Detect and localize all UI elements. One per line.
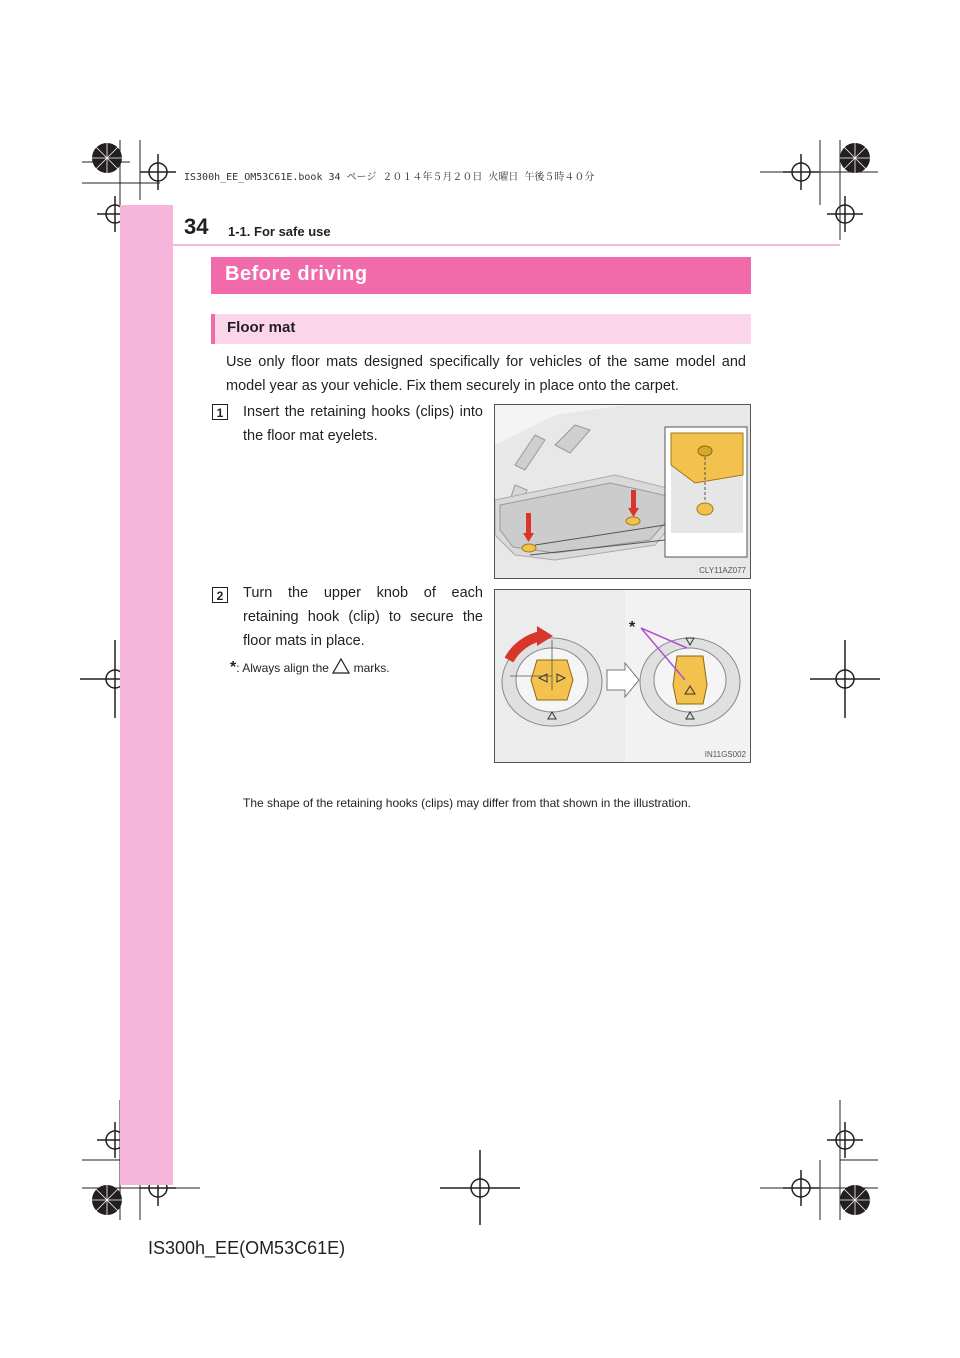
side-tab-strip xyxy=(120,205,173,1185)
floor-mat-illustration xyxy=(494,404,751,579)
clip-drawing xyxy=(495,590,751,763)
step-1-text: Insert the retaining hooks (clips) into the floor mat eyelets. xyxy=(243,404,483,444)
section-banner xyxy=(211,257,751,294)
subheading-title: Floor mat xyxy=(227,319,296,336)
subheading-bar xyxy=(211,314,751,344)
step-1-number: 1 xyxy=(212,404,228,420)
note-asterisk: * xyxy=(230,659,237,676)
svg-text:*: * xyxy=(629,619,636,636)
note-prefix: : Always align the xyxy=(236,661,329,675)
triangle-mark-icon xyxy=(332,658,350,674)
alignment-note xyxy=(230,658,390,677)
clip-illustration xyxy=(494,589,751,763)
note-suffix: marks. xyxy=(353,661,390,675)
shape-disclaimer: The shape of the retaining hooks (clips) may differ from that shown in the illustration. xyxy=(243,796,692,810)
page-number: 34 xyxy=(184,214,209,239)
illustration-code: IN11GS002 xyxy=(704,750,746,759)
intro-paragraph: Use only floor mats designed specifically for vehicles of the same model and model year as your vehicle. Fix them securely in place onto the carpet. xyxy=(226,354,746,394)
footer-model-code: IS300h_EE(OM53C61E) xyxy=(148,1238,346,1258)
step-2-number: 2 xyxy=(212,587,228,603)
floor-mat-drawing xyxy=(495,405,751,579)
step-2-text: Turn the upper knob of each retaining hook (clip) to secure the floor mats in place. xyxy=(243,585,483,649)
header-rule xyxy=(120,244,840,246)
illustration-code: CLY11AZ077 xyxy=(699,566,746,575)
banner-title: Before driving xyxy=(225,263,368,285)
print-info: IS300h_EE_OM53C61E.book 34 ページ ２０１４年５月２０日 火曜日 午後５時４０分 xyxy=(184,172,595,183)
section-title: 1-1. For safe use xyxy=(228,224,331,239)
